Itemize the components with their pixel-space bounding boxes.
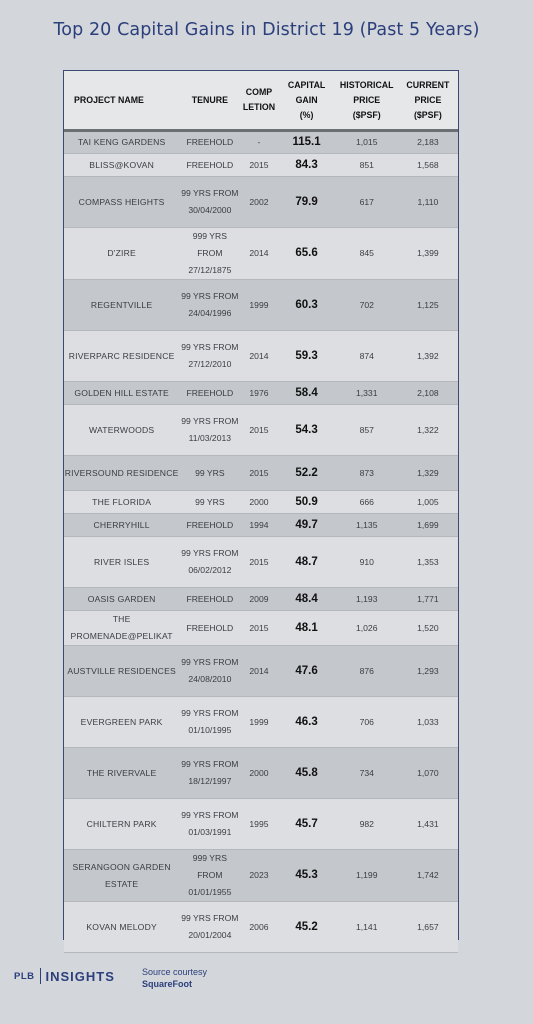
cell-project-name: CHILTERN PARK xyxy=(64,799,179,850)
cell-tenure: 999 YRS FROM 27/12/1875 xyxy=(179,228,240,280)
capital-gains-table xyxy=(63,70,459,940)
cell-tenure: 99 YRS FROM 30/04/2000 xyxy=(179,177,240,228)
cell-completion: 2023 xyxy=(240,850,277,902)
cell-tenure: 99 YRS FROM 27/12/2010 xyxy=(179,331,240,382)
cell-completion: 2000 xyxy=(240,748,277,799)
cell-tenure: FREEHOLD xyxy=(179,131,240,154)
page-title: Top 20 Capital Gains in District 19 (Past 5 Years) xyxy=(53,20,480,40)
cell-project-name: RIVERPARC RESIDENCE xyxy=(64,331,179,382)
cell-project-name: THE RIVERVALE xyxy=(64,748,179,799)
cell-historical-price: 1,135 xyxy=(336,514,398,537)
cell-current-price: 1,399 xyxy=(398,228,458,280)
table-row xyxy=(64,177,458,228)
table-row xyxy=(64,799,458,850)
cell-historical-price: 666 xyxy=(336,491,398,514)
cell-capital-gain: 84.3 xyxy=(278,154,336,177)
table-row xyxy=(64,154,458,177)
cell-historical-price: 910 xyxy=(336,537,398,588)
table-row xyxy=(64,850,458,902)
cell-tenure: 99 YRS FROM 24/08/2010 xyxy=(179,646,240,697)
cell-capital-gain: 48.7 xyxy=(278,537,336,588)
cell-completion: 2015 xyxy=(240,405,277,456)
cell-project-name: EVERGREEN PARK xyxy=(64,697,179,748)
table-row xyxy=(64,697,458,748)
cell-capital-gain: 49.7 xyxy=(278,514,336,537)
cell-current-price: 2,108 xyxy=(398,382,458,405)
header-completion: COMP LETION xyxy=(240,71,277,131)
cell-project-name: GOLDEN HILL ESTATE xyxy=(64,382,179,405)
table-row xyxy=(64,456,458,491)
cell-completion: 1999 xyxy=(240,697,277,748)
table-row xyxy=(64,588,458,611)
cell-current-price: 1,353 xyxy=(398,537,458,588)
cell-historical-price: 857 xyxy=(336,405,398,456)
cell-capital-gain: 45.8 xyxy=(278,748,336,799)
cell-completion: 1976 xyxy=(240,382,277,405)
cell-current-price: 1,070 xyxy=(398,748,458,799)
cell-project-name: D'ZIRE xyxy=(64,228,179,280)
header-historical-price: HISTORICAL PRICE ($PSF) xyxy=(336,71,398,131)
cell-historical-price: 734 xyxy=(336,748,398,799)
cell-tenure: 99 YRS FROM 18/12/1997 xyxy=(179,748,240,799)
cell-historical-price: 702 xyxy=(336,280,398,331)
cell-current-price: 1,329 xyxy=(398,456,458,491)
table-row xyxy=(64,331,458,382)
cell-tenure: 999 YRS FROM 01/01/1955 xyxy=(179,850,240,902)
cell-project-name: OASIS GARDEN xyxy=(64,588,179,611)
cell-capital-gain: 79.9 xyxy=(278,177,336,228)
cell-completion: 2014 xyxy=(240,228,277,280)
header-project-name: PROJECT NAME xyxy=(64,71,179,131)
cell-historical-price: 1,199 xyxy=(336,850,398,902)
cell-capital-gain: 52.2 xyxy=(278,456,336,491)
logo-insights-text: INSIGHTS xyxy=(45,968,115,984)
header-current-price: CURRENT PRICE ($PSF) xyxy=(398,71,458,131)
table-row xyxy=(64,646,458,697)
cell-historical-price: 876 xyxy=(336,646,398,697)
cell-capital-gain: 45.7 xyxy=(278,799,336,850)
cell-current-price: 1,657 xyxy=(398,902,458,953)
cell-completion: 2015 xyxy=(240,611,277,646)
cell-historical-price: 706 xyxy=(336,697,398,748)
cell-capital-gain: 45.3 xyxy=(278,850,336,902)
cell-project-name: WATERWOODS xyxy=(64,405,179,456)
cell-current-price: 1,520 xyxy=(398,611,458,646)
cell-project-name: RIVERSOUND RESIDENCE xyxy=(64,456,179,491)
cell-tenure: 99 YRS FROM 01/10/1995 xyxy=(179,697,240,748)
cell-completion: 1995 xyxy=(240,799,277,850)
cell-historical-price: 1,331 xyxy=(336,382,398,405)
cell-project-name: TAI KENG GARDENS xyxy=(64,131,179,154)
cell-completion: 2015 xyxy=(240,537,277,588)
cell-tenure: 99 YRS xyxy=(179,491,240,514)
cell-current-price: 1,005 xyxy=(398,491,458,514)
table-header-row xyxy=(64,71,458,131)
cell-capital-gain: 60.3 xyxy=(278,280,336,331)
table-row xyxy=(64,280,458,331)
cell-historical-price: 617 xyxy=(336,177,398,228)
cell-project-name: THE FLORIDA xyxy=(64,491,179,514)
cell-historical-price: 1,026 xyxy=(336,611,398,646)
source-label: Source courtesy xyxy=(142,967,208,977)
cell-completion: 2002 xyxy=(240,177,277,228)
cell-project-name: BLISS@KOVAN xyxy=(64,154,179,177)
cell-capital-gain: 47.6 xyxy=(278,646,336,697)
cell-historical-price: 851 xyxy=(336,154,398,177)
cell-current-price: 1,431 xyxy=(398,799,458,850)
cell-current-price: 1,293 xyxy=(398,646,458,697)
table-row xyxy=(64,228,458,280)
cell-current-price: 1,110 xyxy=(398,177,458,228)
cell-current-price: 1,742 xyxy=(398,850,458,902)
cell-current-price: 1,322 xyxy=(398,405,458,456)
cell-capital-gain: 48.1 xyxy=(278,611,336,646)
table-row xyxy=(64,611,458,646)
cell-completion: 2014 xyxy=(240,331,277,382)
cell-capital-gain: 54.3 xyxy=(278,405,336,456)
cell-capital-gain: 115.1 xyxy=(278,131,336,154)
cell-historical-price: 1,141 xyxy=(336,902,398,953)
table-row xyxy=(64,491,458,514)
cell-tenure: 99 YRS FROM 20/01/2004 xyxy=(179,902,240,953)
cell-historical-price: 982 xyxy=(336,799,398,850)
table-row xyxy=(64,131,458,154)
cell-completion: 2009 xyxy=(240,588,277,611)
cell-tenure: 99 YRS FROM 06/02/2012 xyxy=(179,537,240,588)
cell-capital-gain: 46.3 xyxy=(278,697,336,748)
header-tenure: TENURE xyxy=(179,71,240,131)
table-row xyxy=(64,382,458,405)
cell-capital-gain: 50.9 xyxy=(278,491,336,514)
cell-current-price: 2,183 xyxy=(398,131,458,154)
cell-current-price: 1,125 xyxy=(398,280,458,331)
cell-historical-price: 845 xyxy=(336,228,398,280)
cell-completion: 2014 xyxy=(240,646,277,697)
cell-current-price: 1,771 xyxy=(398,588,458,611)
cell-current-price: 1,568 xyxy=(398,154,458,177)
cell-project-name: KOVAN MELODY xyxy=(64,902,179,953)
cell-completion: - xyxy=(240,131,277,154)
cell-capital-gain: 65.6 xyxy=(278,228,336,280)
logo-plb-text: PLB xyxy=(14,970,35,982)
cell-completion: 1999 xyxy=(240,280,277,331)
cell-current-price: 1,392 xyxy=(398,331,458,382)
cell-capital-gain: 58.4 xyxy=(278,382,336,405)
cell-current-price: 1,699 xyxy=(398,514,458,537)
cell-project-name: SERANGOON GARDEN ESTATE xyxy=(64,850,179,902)
cell-completion: 1994 xyxy=(240,514,277,537)
table-row xyxy=(64,537,458,588)
cell-project-name: RIVER ISLES xyxy=(64,537,179,588)
cell-tenure: 99 YRS xyxy=(179,456,240,491)
cell-completion: 2015 xyxy=(240,154,277,177)
cell-completion: 2000 xyxy=(240,491,277,514)
cell-historical-price: 1,193 xyxy=(336,588,398,611)
cell-completion: 2015 xyxy=(240,456,277,491)
cell-project-name: COMPASS HEIGHTS xyxy=(64,177,179,228)
table-row xyxy=(64,902,458,953)
cell-tenure: 99 YRS FROM 01/03/1991 xyxy=(179,799,240,850)
cell-tenure: 99 YRS FROM 11/03/2013 xyxy=(179,405,240,456)
cell-capital-gain: 48.4 xyxy=(278,588,336,611)
table-row xyxy=(64,514,458,537)
table-row xyxy=(64,748,458,799)
cell-project-name: THE PROMENADE@PELIKAT xyxy=(64,611,179,646)
cell-project-name: CHERRYHILL xyxy=(64,514,179,537)
cell-tenure: FREEHOLD xyxy=(179,382,240,405)
cell-tenure: FREEHOLD xyxy=(179,588,240,611)
cell-capital-gain: 59.3 xyxy=(278,331,336,382)
cell-current-price: 1,033 xyxy=(398,697,458,748)
source-name: SquareFoot xyxy=(142,979,193,989)
header-capital-gain: CAPITAL GAIN (%) xyxy=(278,71,336,131)
cell-project-name: AUSTVILLE RESIDENCES xyxy=(64,646,179,697)
cell-tenure: 99 YRS FROM 24/04/1996 xyxy=(179,280,240,331)
cell-historical-price: 874 xyxy=(336,331,398,382)
cell-tenure: FREEHOLD xyxy=(179,611,240,646)
cell-tenure: FREEHOLD xyxy=(179,514,240,537)
source-credit xyxy=(142,966,207,990)
cell-completion: 2006 xyxy=(240,902,277,953)
cell-capital-gain: 45.2 xyxy=(278,902,336,953)
cell-project-name: REGENTVILLE xyxy=(64,280,179,331)
table-row xyxy=(64,405,458,456)
cell-tenure: FREEHOLD xyxy=(179,154,240,177)
plb-insights-logo xyxy=(14,968,115,984)
cell-historical-price: 873 xyxy=(336,456,398,491)
cell-historical-price: 1,015 xyxy=(336,131,398,154)
logo-divider xyxy=(40,968,41,984)
